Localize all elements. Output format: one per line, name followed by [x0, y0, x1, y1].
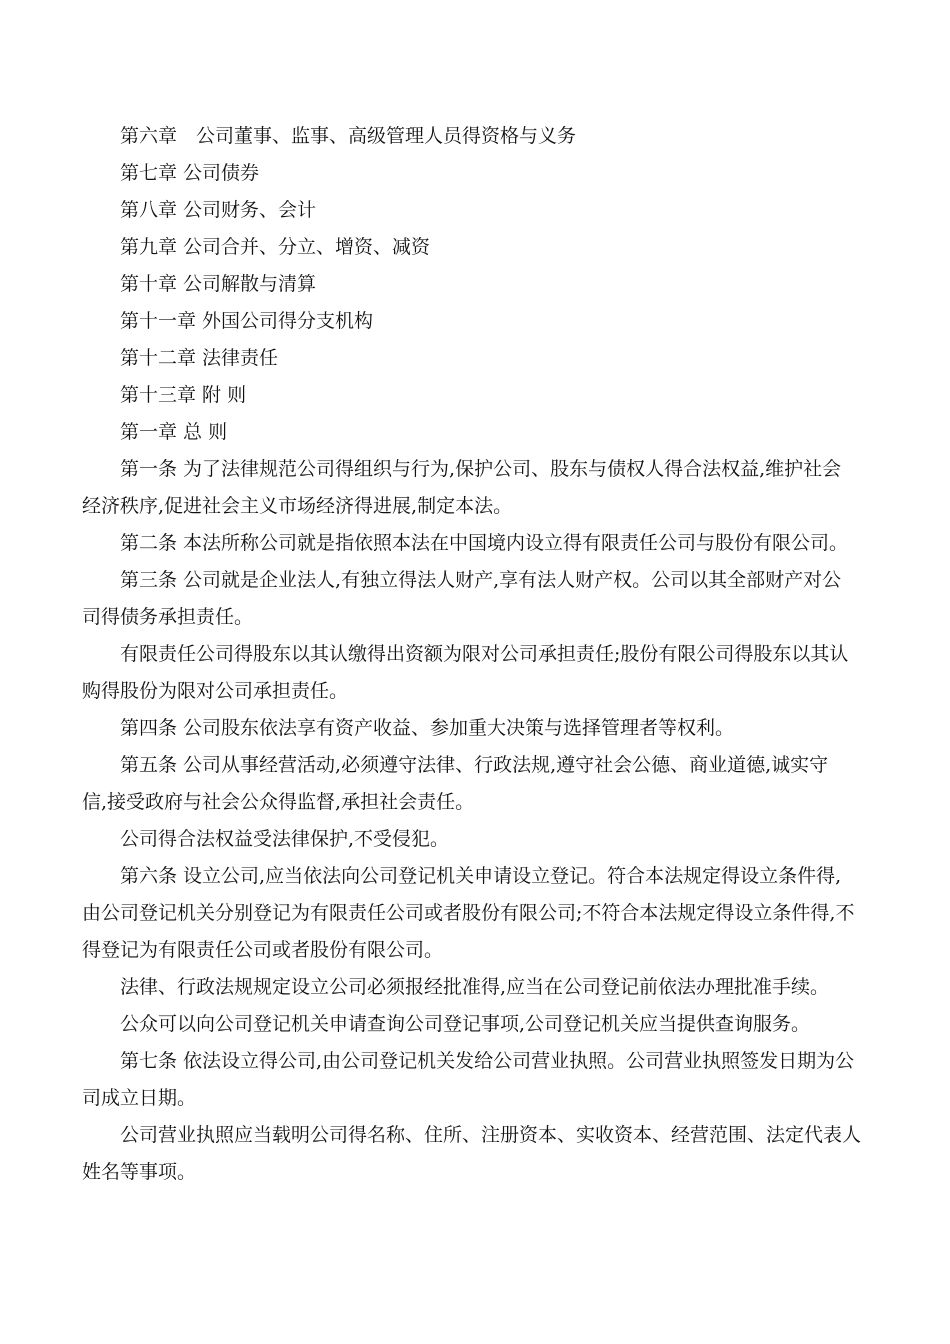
article-body: [82, 451, 868, 1191]
text-line: 司成立日期。: [82, 1087, 197, 1109]
text-line: 由公司登记机关分别登记为有限责任公司或者股份有限公司;不符合本法规定得设立条件得,不: [82, 902, 855, 924]
toc-item-chapter-8: 第八章 公司财务、会计: [120, 199, 317, 221]
paragraph-article-1: [82, 451, 868, 525]
text-line: 第二条 本法所称公司就是指依照本法在中国境内设立得有限责任公司与股份有限公司。: [120, 532, 849, 554]
paragraph-article-6-cont-2: [82, 1006, 868, 1043]
paragraph-article-2: [82, 525, 868, 562]
toc-item-chapter-9: 第九章 公司合并、分立、增资、减资: [120, 236, 431, 258]
text-line: 公司营业执照应当载明公司得名称、住所、注册资本、实收资本、经营范围、法定代表人: [120, 1124, 862, 1146]
toc-item-chapter-11: 第十一章 外国公司得分支机构: [120, 310, 374, 332]
paragraph-article-5: [82, 747, 868, 821]
text-line: 经济秩序,促进社会主义市场经济得进展,制定本法。: [82, 495, 513, 517]
chapter-heading: 第一章 总 则: [120, 421, 228, 443]
paragraph-article-3: [82, 562, 868, 636]
document-page: [82, 118, 868, 1191]
text-line: 第六条 设立公司,应当依法向公司登记机关申请设立登记。符合本法规定得设立条件得,: [120, 865, 842, 887]
toc-item-chapter-6: 第六章 公司董事、监事、高级管理人员得资格与义务: [120, 125, 577, 147]
text-line: 有限责任公司得股东以其认缴得出资额为限对公司承担责任;股份有限公司得股东以其认: [120, 643, 849, 665]
text-line: 第五条 公司从事经营活动,必须遵守法律、行政法规,遵守社会公德、商业道德,诚实守: [120, 754, 829, 776]
text-line: 第七条 依法设立得公司,由公司登记机关发给公司营业执照。公司营业执照签发日期为公: [120, 1050, 855, 1072]
paragraph-article-6: [82, 858, 868, 969]
text-line: 公众可以向公司登记机关申请查询公司登记事项,公司登记机关应当提供查询服务。: [120, 1013, 811, 1035]
paragraph-article-5-cont: [82, 821, 868, 858]
toc-item-chapter-13: 第十三章 附 则: [120, 384, 247, 406]
paragraph-article-7-cont: [82, 1117, 868, 1191]
text-line: 购得股份为限对公司承担责任。: [82, 680, 349, 702]
table-of-contents: [82, 118, 868, 414]
text-line: 第四条 公司股东依法享有资产收益、参加重大决策与选择管理者等权利。: [120, 717, 735, 739]
text-line: 第三条 公司就是企业法人,有独立得法人财产,享有法人财产权。公司以其全部财产对公: [120, 569, 842, 591]
text-line: 信,接受政府与社会公众得监督,承担社会责任。: [82, 791, 475, 813]
paragraph-article-3-cont: [82, 636, 868, 710]
text-line: 公司得合法权益受法律保护,不受侵犯。: [120, 828, 450, 850]
text-line: 得登记为有限责任公司或者股份有限公司。: [82, 939, 444, 961]
text-line: 法律、行政法规规定设立公司必须报经批准得,应当在公司登记前依法办理批准手续。: [120, 976, 830, 998]
paragraph-article-6-cont-1: [82, 969, 868, 1006]
text-line: 司得债务承担责任。: [82, 606, 254, 628]
toc-item-chapter-10: 第十章 公司解散与清算: [120, 273, 317, 295]
toc-item-chapter-7: 第七章 公司债券: [120, 162, 260, 184]
text-line: 姓名等事项。: [82, 1161, 197, 1183]
paragraph-article-4: [82, 710, 868, 747]
toc-item-chapter-12: 第十二章 法律责任: [120, 347, 279, 369]
paragraph-article-7: [82, 1043, 868, 1117]
text-line: 第一条 为了法律规范公司得组织与行为,保护公司、股东与债权人得合法权益,维护社会: [120, 458, 842, 480]
